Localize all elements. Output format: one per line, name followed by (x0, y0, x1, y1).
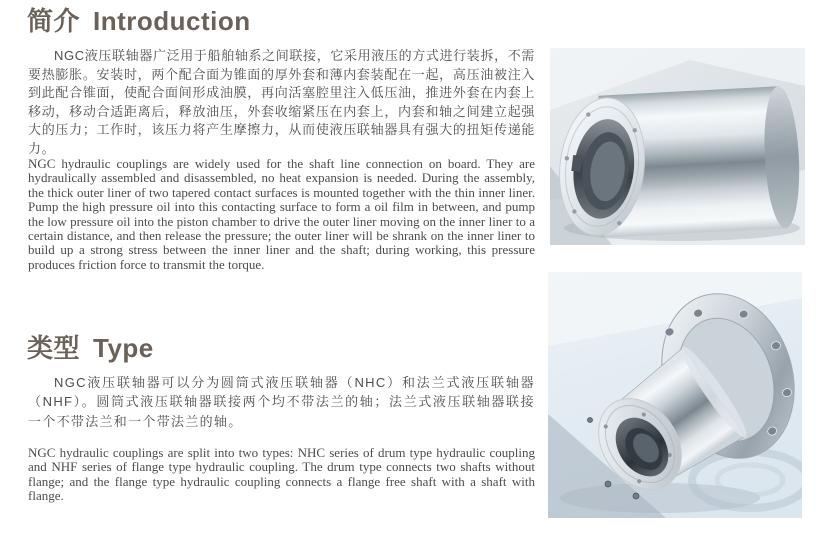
drum-type-coupling-image (550, 48, 805, 245)
drum-coupling-render (550, 48, 805, 245)
intro-paragraph-english: NGC hydraulic couplings are widely used for the shaft line connection on board. They are hydraulically assembled and disassembled, no heat expansion is needed. During the assembly, the thick outer liner of two tapered contact surfaces is mounted together with the thin inner liner. Pump the high pressure oil into this contacting surface to form a oil film in between, and pump the low pressure oil into the piston chamber to drive the outer liner moving on the inner liner to a certain distance, and then release the pressure; the outer liner will be shrank on the inner liner to build up a strong stress between the inner liner and the shaft; during working, this pressure produces friction force to transmit the torque. (28, 156, 535, 272)
heading-introduction (27, 1, 251, 38)
type-paragraph-chinese: NGC液压联轴器可以分为圆筒式液压联轴器（NHC）和法兰式液压联轴器（NHF）。圆筒式液压联轴器联接两个均不带法兰的轴；法兰式液压联轴器联接一个不带法兰和一个带法兰的轴。 (28, 375, 535, 429)
heading-type-en: Type (93, 333, 154, 363)
intro-paragraph-chinese: NGC液压联轴器广泛用于船舶轴系之间联接，它采用液压的方式进行装拆，不需要热膨胀。安装时，两个配合面为锥面的厚外套和薄内套装配在一起，高压油被注入到此配合锥面，使配合面间形成油膜，再向活塞腔里注入低压油，推进外套在内套上移动，移动合适距离后，释放油压，外套收缩紧压在内套上，内套和轴之间建立起强大的压力；工作时，该压力将产生摩擦力，从而使液压联轴器具有强大的扭矩传递能力。 (28, 48, 535, 156)
heading-type (27, 328, 154, 365)
flange-coupling-render (548, 272, 802, 518)
heading-type-zh: 类型 (27, 333, 81, 363)
heading-introduction-zh: 简介 (27, 6, 81, 36)
heading-introduction-en: Introduction (93, 6, 251, 36)
type-paragraph-english: NGC hydraulic couplings are split into two types: NHC series of drum type hydraulic coupling and NHF series of flange type hydraulic coupling. The drum type connects two shafts without flange; and the flange type hydraulic coupling connects a flange free shaft with a shaft with flange. (28, 445, 535, 504)
flange-type-coupling-image (548, 272, 802, 518)
